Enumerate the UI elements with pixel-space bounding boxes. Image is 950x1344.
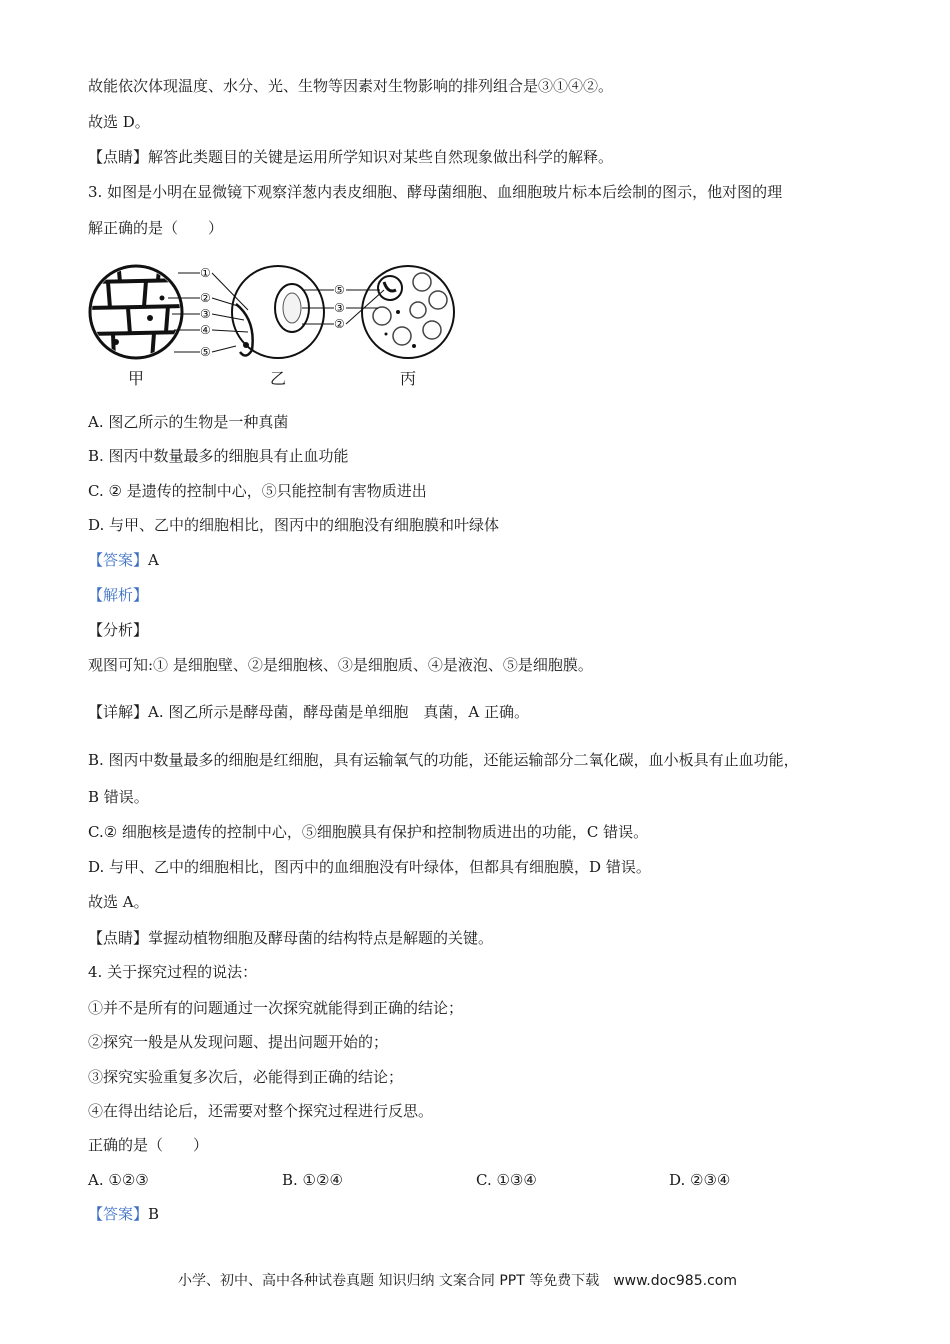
explain-c: C.② 细胞核是遗传的控制中心，⑤细胞膜具有保护和控制物质进出的功能，C 错误。 [88, 823, 649, 841]
statement-1: ①并不是所有的问题通过一次探究就能得到正确的结论； [88, 999, 464, 1017]
statement-2: ②探究一般是从发现问题、提出问题开始的； [88, 1033, 389, 1051]
question-3-line-1: 3. 如图是小明在显微镜下观察洋葱内表皮细胞、酵母菌细胞、血细胞玻片标本后绘制的图示，他对图的理 [88, 183, 783, 201]
answer-2-tag: 【答案】 [88, 1205, 149, 1223]
q4-option-c: C. ①③④ [476, 1171, 537, 1189]
marker-3: ③ [200, 307, 211, 321]
answer-2-value: B [148, 1205, 160, 1223]
question-3-line-2: 解正确的是（ ） [88, 219, 224, 237]
answer-2-line [88, 1204, 159, 1224]
dianjing-text: 解答此类题目的关键是运用所学知识对某些自然现象做出科学的解释。 [148, 148, 614, 166]
explain-d: D. 与甲、乙中的细胞相比，图丙中的血细胞没有叶绿体，但都具有细胞膜，D 错误。 [88, 858, 651, 876]
marker-1: ① [200, 266, 211, 280]
label-yi: 乙 [270, 369, 287, 388]
jiexi-heading: 【解析】 [88, 586, 149, 604]
explain-b-line-1: B. 图丙中数量最多的细胞是红细胞，具有运输氧气的功能，还能运输部分二氧化碳，血小板具有止血功能， [88, 751, 799, 769]
page-footer: 小学、初中、高中各种试卷真题 知识归纳 文案合同 PPT 等免费下载 www.doc985.com [178, 1273, 737, 1289]
line-3 [88, 147, 613, 167]
guxuan: 故选 A。 [88, 893, 149, 911]
dianjing-2-text: 掌握动植物细胞及酵母菌的结构特点是解题的关键。 [148, 929, 494, 947]
figure-jia [88, 260, 188, 360]
cell-figure [88, 260, 468, 390]
option-d: D. 与甲、乙中的细胞相比，图丙中的细胞没有细胞膜和叶绿体 [88, 516, 500, 534]
question-4: 4. 关于探究过程的说法： [88, 963, 258, 981]
statement-4: ④在得出结论后，还需要对整个探究过程进行反思。 [88, 1102, 434, 1120]
fenxi-text: 观图可知:① 是细胞壁、②是细胞核、③是细胞质、④是液泡、⑤是细胞膜。 [88, 656, 593, 674]
statement-3: ③探究实验重复多次后，必能得到正确的结论； [88, 1068, 404, 1086]
marker-5: ⑤ [200, 345, 211, 359]
xiangjie-tag: 【详解】 [88, 703, 149, 721]
dianjing-2 [88, 928, 493, 948]
marker-2: ② [200, 291, 211, 305]
marker-4: ④ [200, 323, 211, 337]
dianjing-2-tag: 【点睛】 [88, 929, 149, 947]
q4-option-b: B. ①②④ [282, 1171, 343, 1189]
label-bing: 丙 [400, 369, 417, 388]
answer-line [88, 550, 159, 570]
figure-bing [362, 266, 454, 358]
marker-right-3: ③ [334, 301, 345, 315]
option-c: C. ② 是遗传的控制中心，⑤只能控制有害物质进出 [88, 482, 427, 500]
fenxi-heading: 【分析】 [88, 621, 149, 639]
marker-right-2: ② [334, 317, 345, 331]
line-2: 故选 D。 [88, 113, 150, 131]
explain-b-line-2: B 错误。 [88, 788, 149, 806]
question-4-prompt: 正确的是（ ） [88, 1136, 209, 1154]
option-a: A. 图乙所示的生物是一种真菌 [88, 413, 289, 431]
option-b: B. 图丙中数量最多的细胞具有止血功能 [88, 447, 349, 465]
xiangjie-line [88, 702, 529, 722]
dianjing-tag: 【点睛】 [88, 148, 149, 166]
marker-right-5: ⑤ [334, 283, 345, 297]
label-jia: 甲 [128, 369, 145, 388]
answer-value: A [148, 551, 159, 569]
q4-option-d: D. ②③④ [669, 1171, 731, 1189]
line-1: 故能依次体现温度、水分、光、生物等因素对生物影响的排列组合是③①④②。 [88, 77, 614, 95]
xiangjie-text: A. 图乙所示是酵母菌，酵母菌是单细胞 真菌，A 正确。 [148, 703, 529, 721]
figure-yi [232, 266, 324, 358]
answer-tag: 【答案】 [88, 551, 149, 569]
q4-option-a: A. ①②③ [88, 1171, 149, 1189]
